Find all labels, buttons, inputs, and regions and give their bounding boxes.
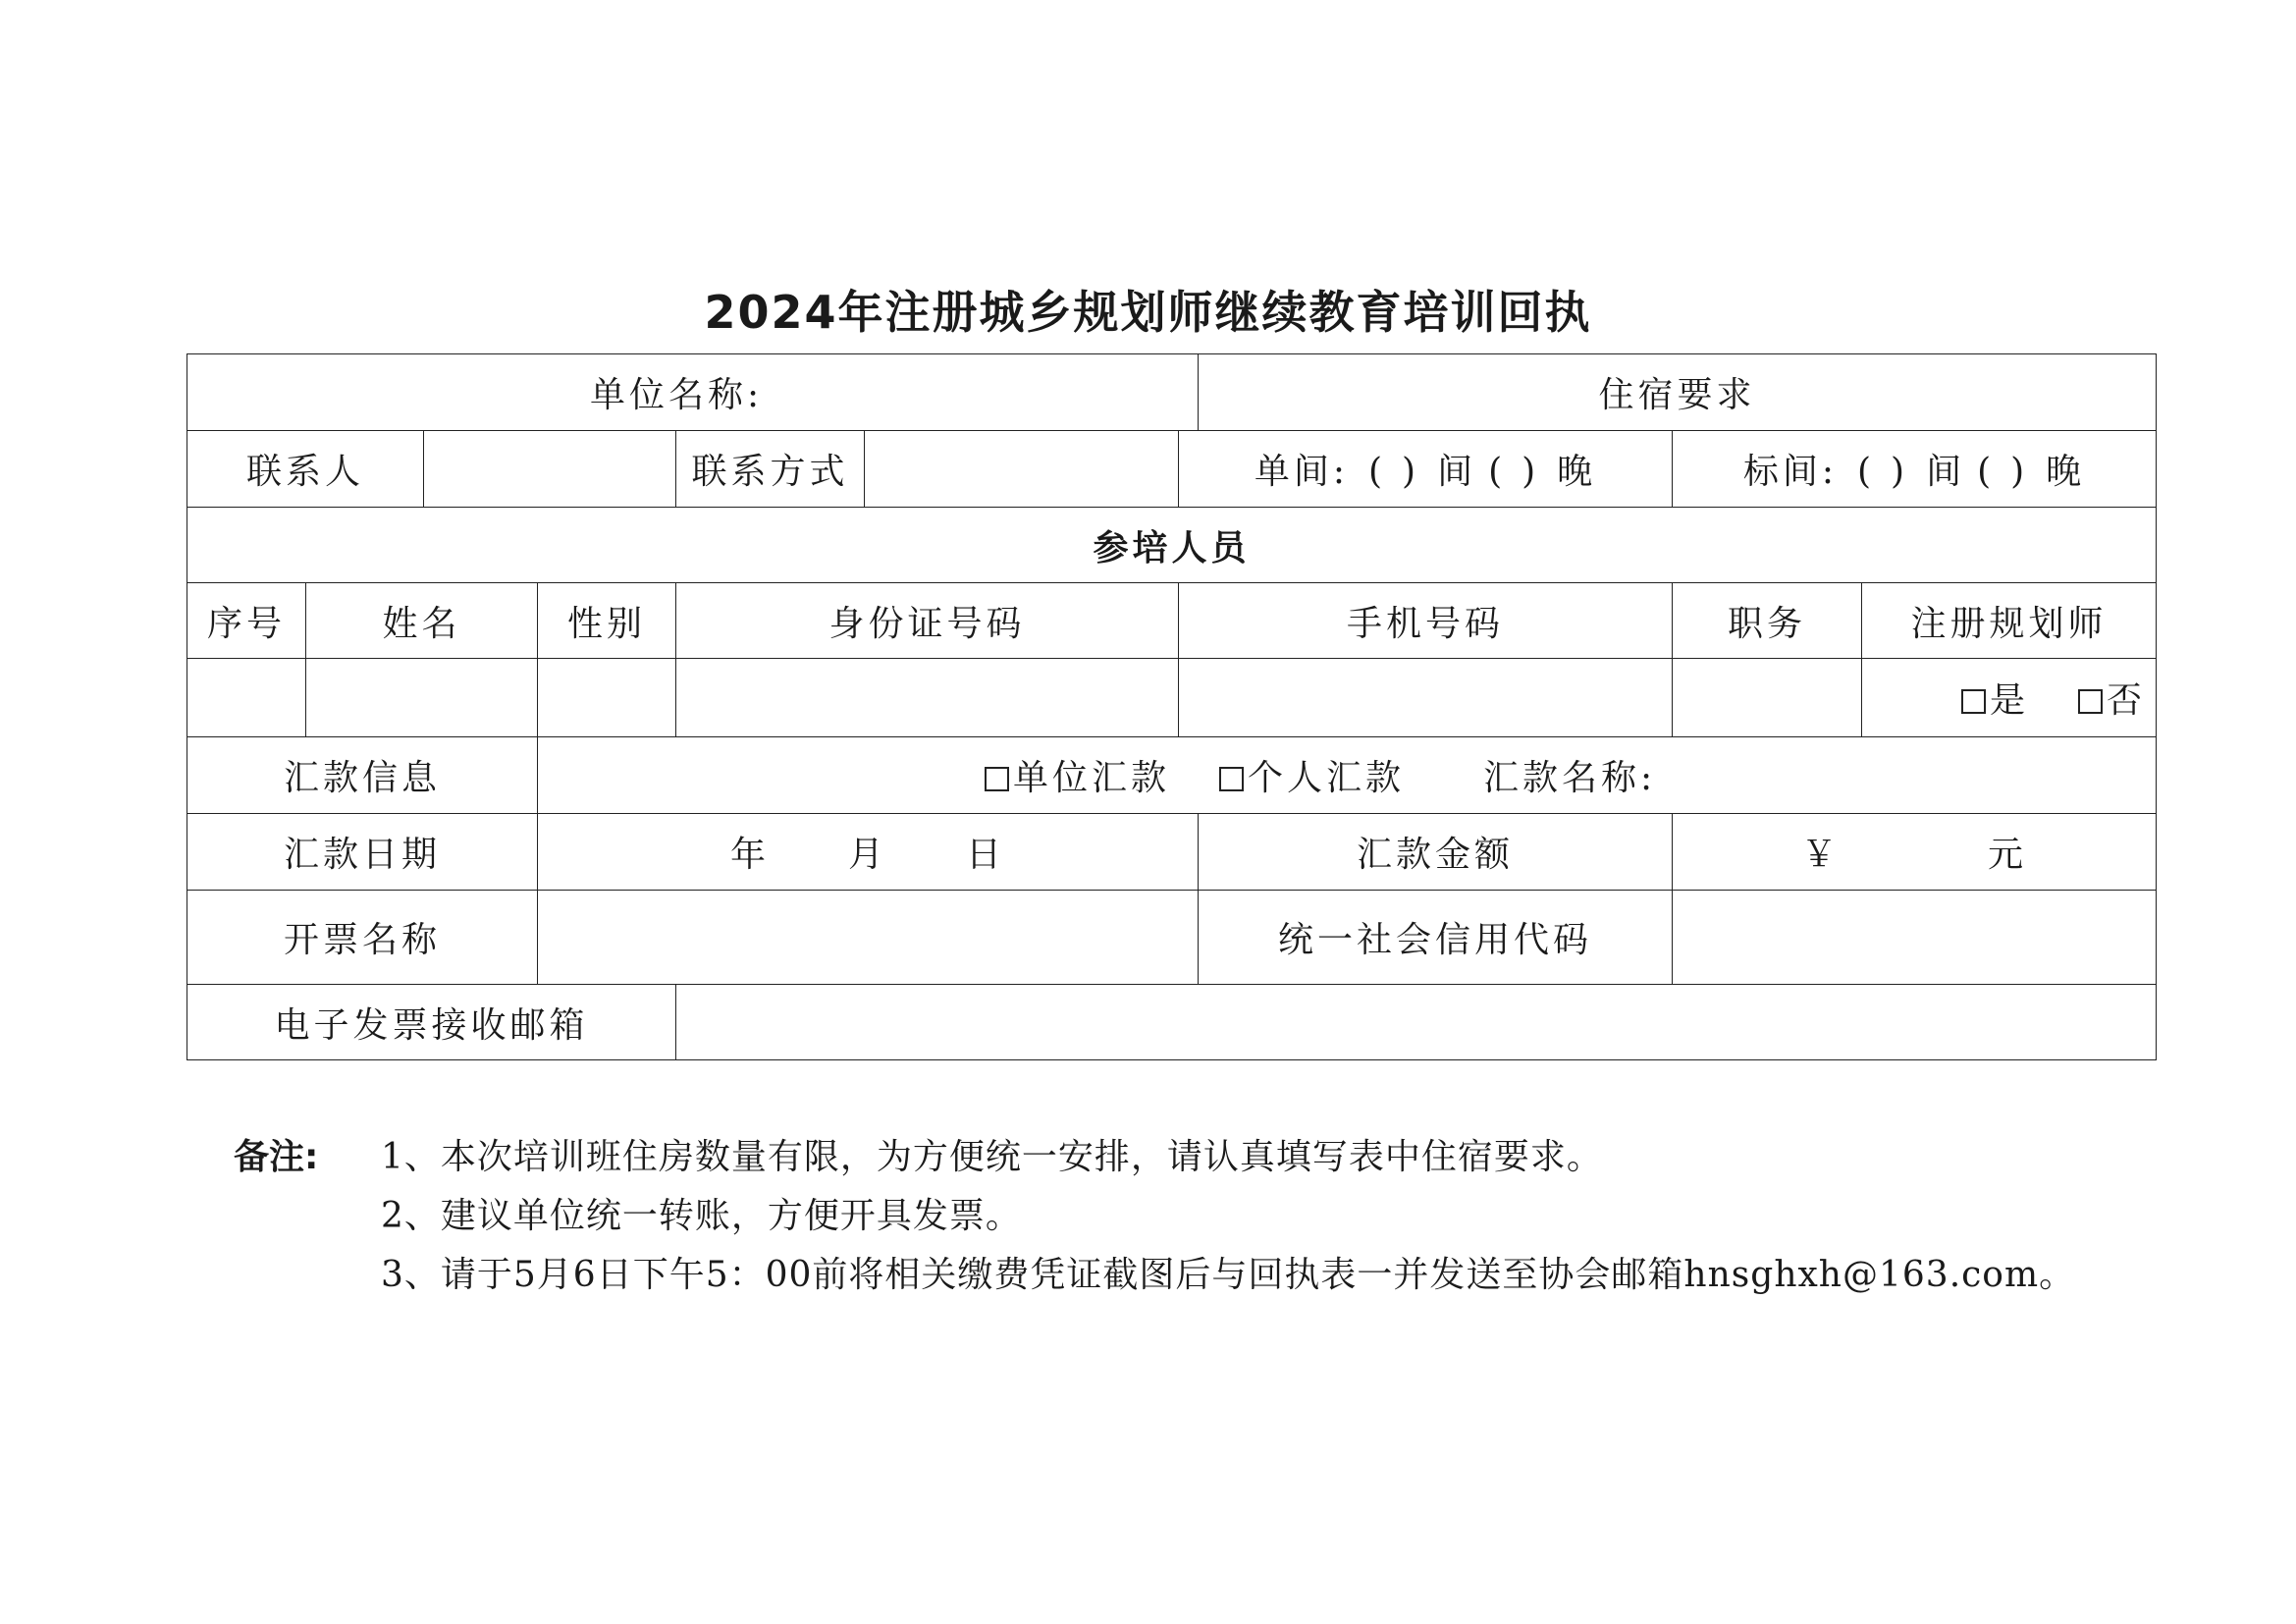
note-line: 3、请于5月6日下午5：00前将相关缴费凭证截图后与回执表一并发送至协会邮箱hnsghxh@163.com。 [381, 1255, 2076, 1295]
col-position: 职务 [1673, 583, 1862, 659]
remit-date-field[interactable] [538, 814, 1199, 891]
unit-name-cell[interactable] [187, 354, 1199, 431]
night-unit: 晚 [2046, 452, 2086, 492]
remit-amount-label: 汇款金额 [1199, 814, 1673, 891]
col-registered-planner: 注册规划师 [1862, 583, 2157, 659]
col-name: 姓名 [306, 583, 538, 659]
paren-open: ( [1488, 452, 1507, 492]
yes-label: 是 [1989, 680, 2029, 721]
personal-remit-label: 个人汇款 [1248, 758, 1406, 798]
day-label: 日 [966, 835, 1006, 875]
standard-room-cell[interactable] [1673, 431, 2157, 508]
single-room-label: 单间: [1254, 452, 1349, 492]
paren-close: ) [1402, 452, 1420, 492]
note-line: 1、本次培训班住房数量有限，为方便统一安排，请认真填写表中住宿要求。 [381, 1137, 1603, 1177]
participants-header-row [187, 508, 2157, 583]
remit-info-row [187, 737, 2157, 814]
remit-amount-field[interactable] [1673, 814, 2157, 891]
columns-row [187, 583, 2157, 659]
col-index: 序号 [187, 583, 306, 659]
month-label: 月 [848, 835, 888, 875]
no-label: 否 [2107, 680, 2147, 721]
unit-remit-checkbox[interactable] [985, 767, 1009, 791]
participant-row [187, 659, 2157, 737]
accommodation-label: 住宿要求 [1598, 375, 1756, 415]
participants-label: 参培人员 [187, 508, 2157, 583]
paren-open: ( [1977, 452, 1996, 492]
participant-name-field[interactable] [306, 659, 538, 737]
remit-info-label: 汇款信息 [187, 737, 538, 814]
participant-position-field[interactable] [1673, 659, 1862, 737]
room-unit: 间 [1926, 452, 1966, 492]
unit-row [187, 354, 2157, 431]
participant-gender-field[interactable] [538, 659, 676, 737]
remit-date-row [187, 814, 2157, 891]
notes-label: 备注: [234, 1137, 319, 1177]
paren-close: ) [1522, 452, 1540, 492]
night-unit: 晚 [1557, 452, 1597, 492]
accommodation-header [1199, 354, 2157, 431]
contact-method-field[interactable] [865, 431, 1179, 508]
registration-form-table [187, 353, 2157, 1060]
yen-symbol: ￥ [1801, 835, 1842, 875]
remit-info-cell [538, 737, 2157, 814]
einvoice-email-field[interactable] [676, 985, 2157, 1060]
remit-date-label: 汇款日期 [187, 814, 538, 891]
participant-id-field[interactable] [676, 659, 1179, 737]
invoice-row [187, 891, 2157, 985]
paren-open: ( [1856, 452, 1876, 492]
yuan-label: 元 [1988, 835, 2028, 875]
invoice-name-field[interactable] [538, 891, 1199, 985]
registered-planner-choice [1862, 659, 2157, 737]
participant-phone-field[interactable] [1179, 659, 1673, 737]
contact-person-label: 联系人 [187, 431, 424, 508]
invoice-name-label: 开票名称 [187, 891, 538, 985]
einvoice-row [187, 985, 2157, 1060]
unit-remit-label: 单位汇款 [1013, 758, 1171, 798]
remit-name-label: 汇款名称: [1483, 758, 1657, 798]
paren-open: ( [1367, 452, 1387, 492]
credit-code-field[interactable] [1673, 891, 2157, 985]
document-title: 2024年注册城乡规划师继续教育培训回执 [704, 286, 1592, 339]
single-room-cell[interactable] [1179, 431, 1673, 508]
contact-method-label: 联系方式 [676, 431, 865, 508]
contact-person-field[interactable] [424, 431, 676, 508]
room-unit: 间 [1437, 452, 1477, 492]
paren-close: ) [1891, 452, 1909, 492]
credit-code-label: 统一社会信用代码 [1199, 891, 1673, 985]
yes-checkbox[interactable] [1961, 689, 1986, 714]
note-line: 2、建议单位统一转账，方便开具发票。 [381, 1196, 1022, 1236]
personal-remit-checkbox[interactable] [1219, 767, 1244, 791]
paren-close: ) [2010, 452, 2029, 492]
col-id-number: 身份证号码 [676, 583, 1179, 659]
unit-name-label: 单位名称: [590, 375, 764, 415]
col-gender: 性别 [538, 583, 676, 659]
einvoice-email-label: 电子发票接收邮箱 [187, 985, 676, 1060]
col-phone: 手机号码 [1179, 583, 1673, 659]
participant-index-field[interactable] [187, 659, 306, 737]
no-checkbox[interactable] [2078, 689, 2103, 714]
standard-room-label: 标间: [1742, 452, 1838, 492]
contact-row [187, 431, 2157, 508]
year-label: 年 [729, 835, 770, 875]
